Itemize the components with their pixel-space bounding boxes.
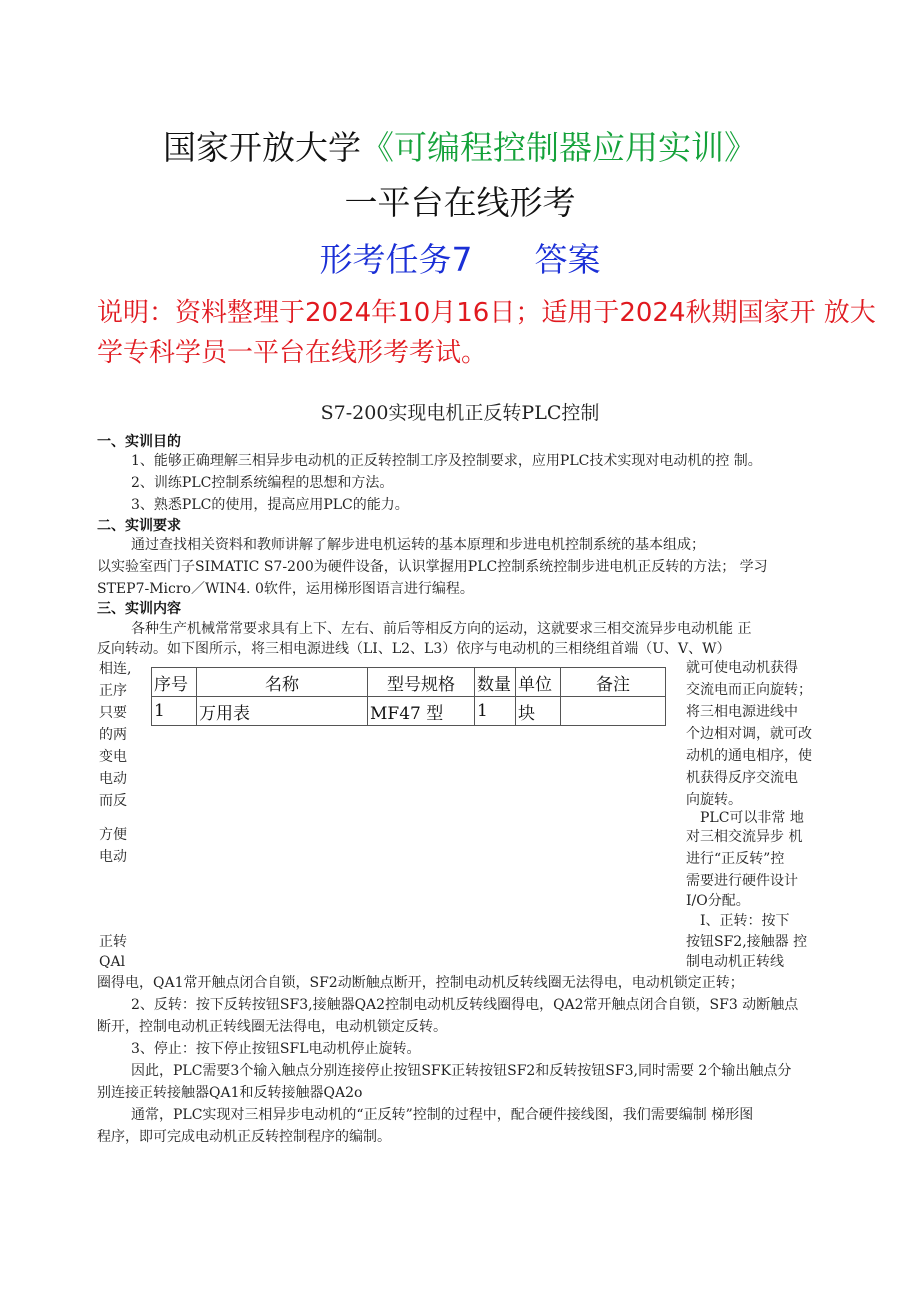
left-col-text: 正转	[99, 934, 127, 950]
section-subtitle: S7-200实现电机正反转PLC控制	[320, 402, 600, 424]
section2-line: STEP7-Micro／WIN4. 0软件，运用梯形图语言进行编程。	[97, 581, 474, 597]
right-col-text: 向旋转。	[686, 792, 742, 808]
left-col-text: 而反	[99, 793, 127, 809]
right-col-text: 交流电而正向旋转；	[686, 682, 812, 698]
right-col-text: PLC可以非常 地	[686, 810, 804, 826]
left-col-text: 正序	[99, 683, 127, 699]
section1-item: 3、熟悉PLC的使用，提高应用PLC的能力。	[131, 497, 409, 513]
table-header-cell: 备注	[561, 668, 666, 697]
table-cell: 万用表	[197, 697, 368, 726]
left-col-text: 只要	[99, 705, 127, 721]
note-line2: 学专科学员一平台在线形考考试。	[97, 338, 488, 368]
right-col-text: 按钮SF2,接触器 控	[686, 934, 808, 950]
body-line: 圈得电，QA1常开触点闭合自锁，SF2动断触点断开，控制电动机反转线圈无法得电，电动机锁定正转；	[97, 975, 744, 991]
right-col-text: 机获得反序交流电	[686, 770, 798, 786]
table-header-cell: 数量	[475, 668, 516, 697]
table-header-cell: 型号规格	[368, 668, 475, 697]
doc-title-line1	[0, 128, 920, 168]
doc-title-line3	[0, 240, 920, 280]
body-line: 3、停止：按下停止按钮SFL电动机停止旋转。	[131, 1041, 421, 1057]
table-cell: MF47 型	[368, 697, 475, 726]
section3-heading: 三、实训内容	[97, 601, 181, 617]
right-col-text: 需要进行硬件设计	[686, 873, 798, 889]
section1-heading: 一、实训目的	[97, 434, 181, 450]
table-cell: 1	[152, 697, 197, 726]
body-line: 2、反转：按下反转按钮SF3,接触器QA2控制电动机反转线圈得电，QA2常开触点闭合自锁，SF3 动断触点	[131, 997, 799, 1013]
body-line: 断开，控制电动机正转线圈无法得电，电动机锁定反转。	[97, 1019, 447, 1035]
right-col-text: 个边相对调，就可改	[686, 726, 812, 742]
section3-line: 反向转动。如下图所示，将三相电源进线（LI、L2、L3）依序与电动机的三相绕组首端（U、V、W）	[97, 641, 731, 657]
note-line1: 说明：资料整理于2024年10月16日；适用于2024秋期国家开 放大	[97, 298, 876, 328]
right-col-text: 动机的通电相序，使	[686, 748, 812, 764]
body-line: 因此，PLC需要3个输入触点分别连接停止按钮SFK正转按钮SF2和反转按钮SF3,同时需要 2个输出触点分	[131, 1063, 792, 1079]
section1-item: 1、能够正确理解三相异步电动机的正反转控制工序及控制要求，应用PLC技术实现对电动机的控 制。	[131, 453, 762, 469]
body-line: 程序，即可完成电动机正反转控制程序的编制。	[97, 1129, 391, 1145]
right-col-text: 对三相交流异步 机	[686, 829, 803, 845]
section2-line: 通过查找相关资料和教师讲解了解步进电机运转的基本原理和步进电机控制系统的基本组成；	[131, 537, 705, 553]
section2-heading: 二、实训要求	[97, 518, 181, 534]
body-line: 别连接正转接触器QA1和反转接触器QA2o	[97, 1085, 363, 1101]
table-header-cell: 序号	[152, 668, 197, 697]
title-task: 形考任务7	[319, 240, 473, 279]
section1-item: 2、训练PLC控制系统编程的思想和方法。	[131, 475, 394, 491]
left-col-text: 方便	[99, 827, 127, 843]
table-cell: 块	[516, 697, 561, 726]
left-col-text: 电动	[99, 849, 127, 865]
table-cell	[561, 697, 666, 726]
left-col-text: 的两	[99, 727, 127, 743]
left-col-text: 电动	[99, 771, 127, 787]
title-course: 《可编程控制器应用实训》	[361, 128, 757, 167]
right-col-text: I/O分配。	[686, 893, 750, 909]
body-line: 通常，PLC实现对三相异步电动机的“正反转”控制的过程中，配合硬件接线图，我们需要编制 梯形图	[131, 1107, 754, 1123]
right-col-text: 制电动机正转线	[686, 954, 784, 970]
table-row	[152, 697, 666, 726]
left-col-text: QAl	[99, 954, 126, 970]
equipment-table	[151, 667, 666, 726]
table-cell: 1	[475, 697, 516, 726]
section3-line: 各种生产机械常常要求具有上下、左右、前后等相反方向的运动，这就要求三相交流异步电动机能 正	[131, 621, 752, 637]
doc-title-line2: 一平台在线形考	[344, 183, 576, 222]
right-col-text: I、正转：按下	[686, 913, 790, 929]
section2-line: 以实验室西门子SIMATIC S7-200为硬件设备，认识掌握用PLC控制系统控制步进电机正反转的方法； 学习	[97, 559, 768, 575]
left-col-text: 相连,	[99, 661, 132, 677]
title-university: 国家开放大学	[163, 128, 361, 167]
right-col-text: 进行“正反转”控	[686, 851, 785, 867]
right-col-text: 将三相电源进线中	[686, 704, 798, 720]
left-col-text: 变电	[99, 749, 127, 765]
title-answer: 答案	[534, 240, 601, 279]
table-header-row	[152, 668, 666, 697]
table-header-cell: 名称	[197, 668, 368, 697]
right-col-text: 就可使电动机获得	[686, 660, 798, 676]
table-header-cell: 单位	[516, 668, 561, 697]
